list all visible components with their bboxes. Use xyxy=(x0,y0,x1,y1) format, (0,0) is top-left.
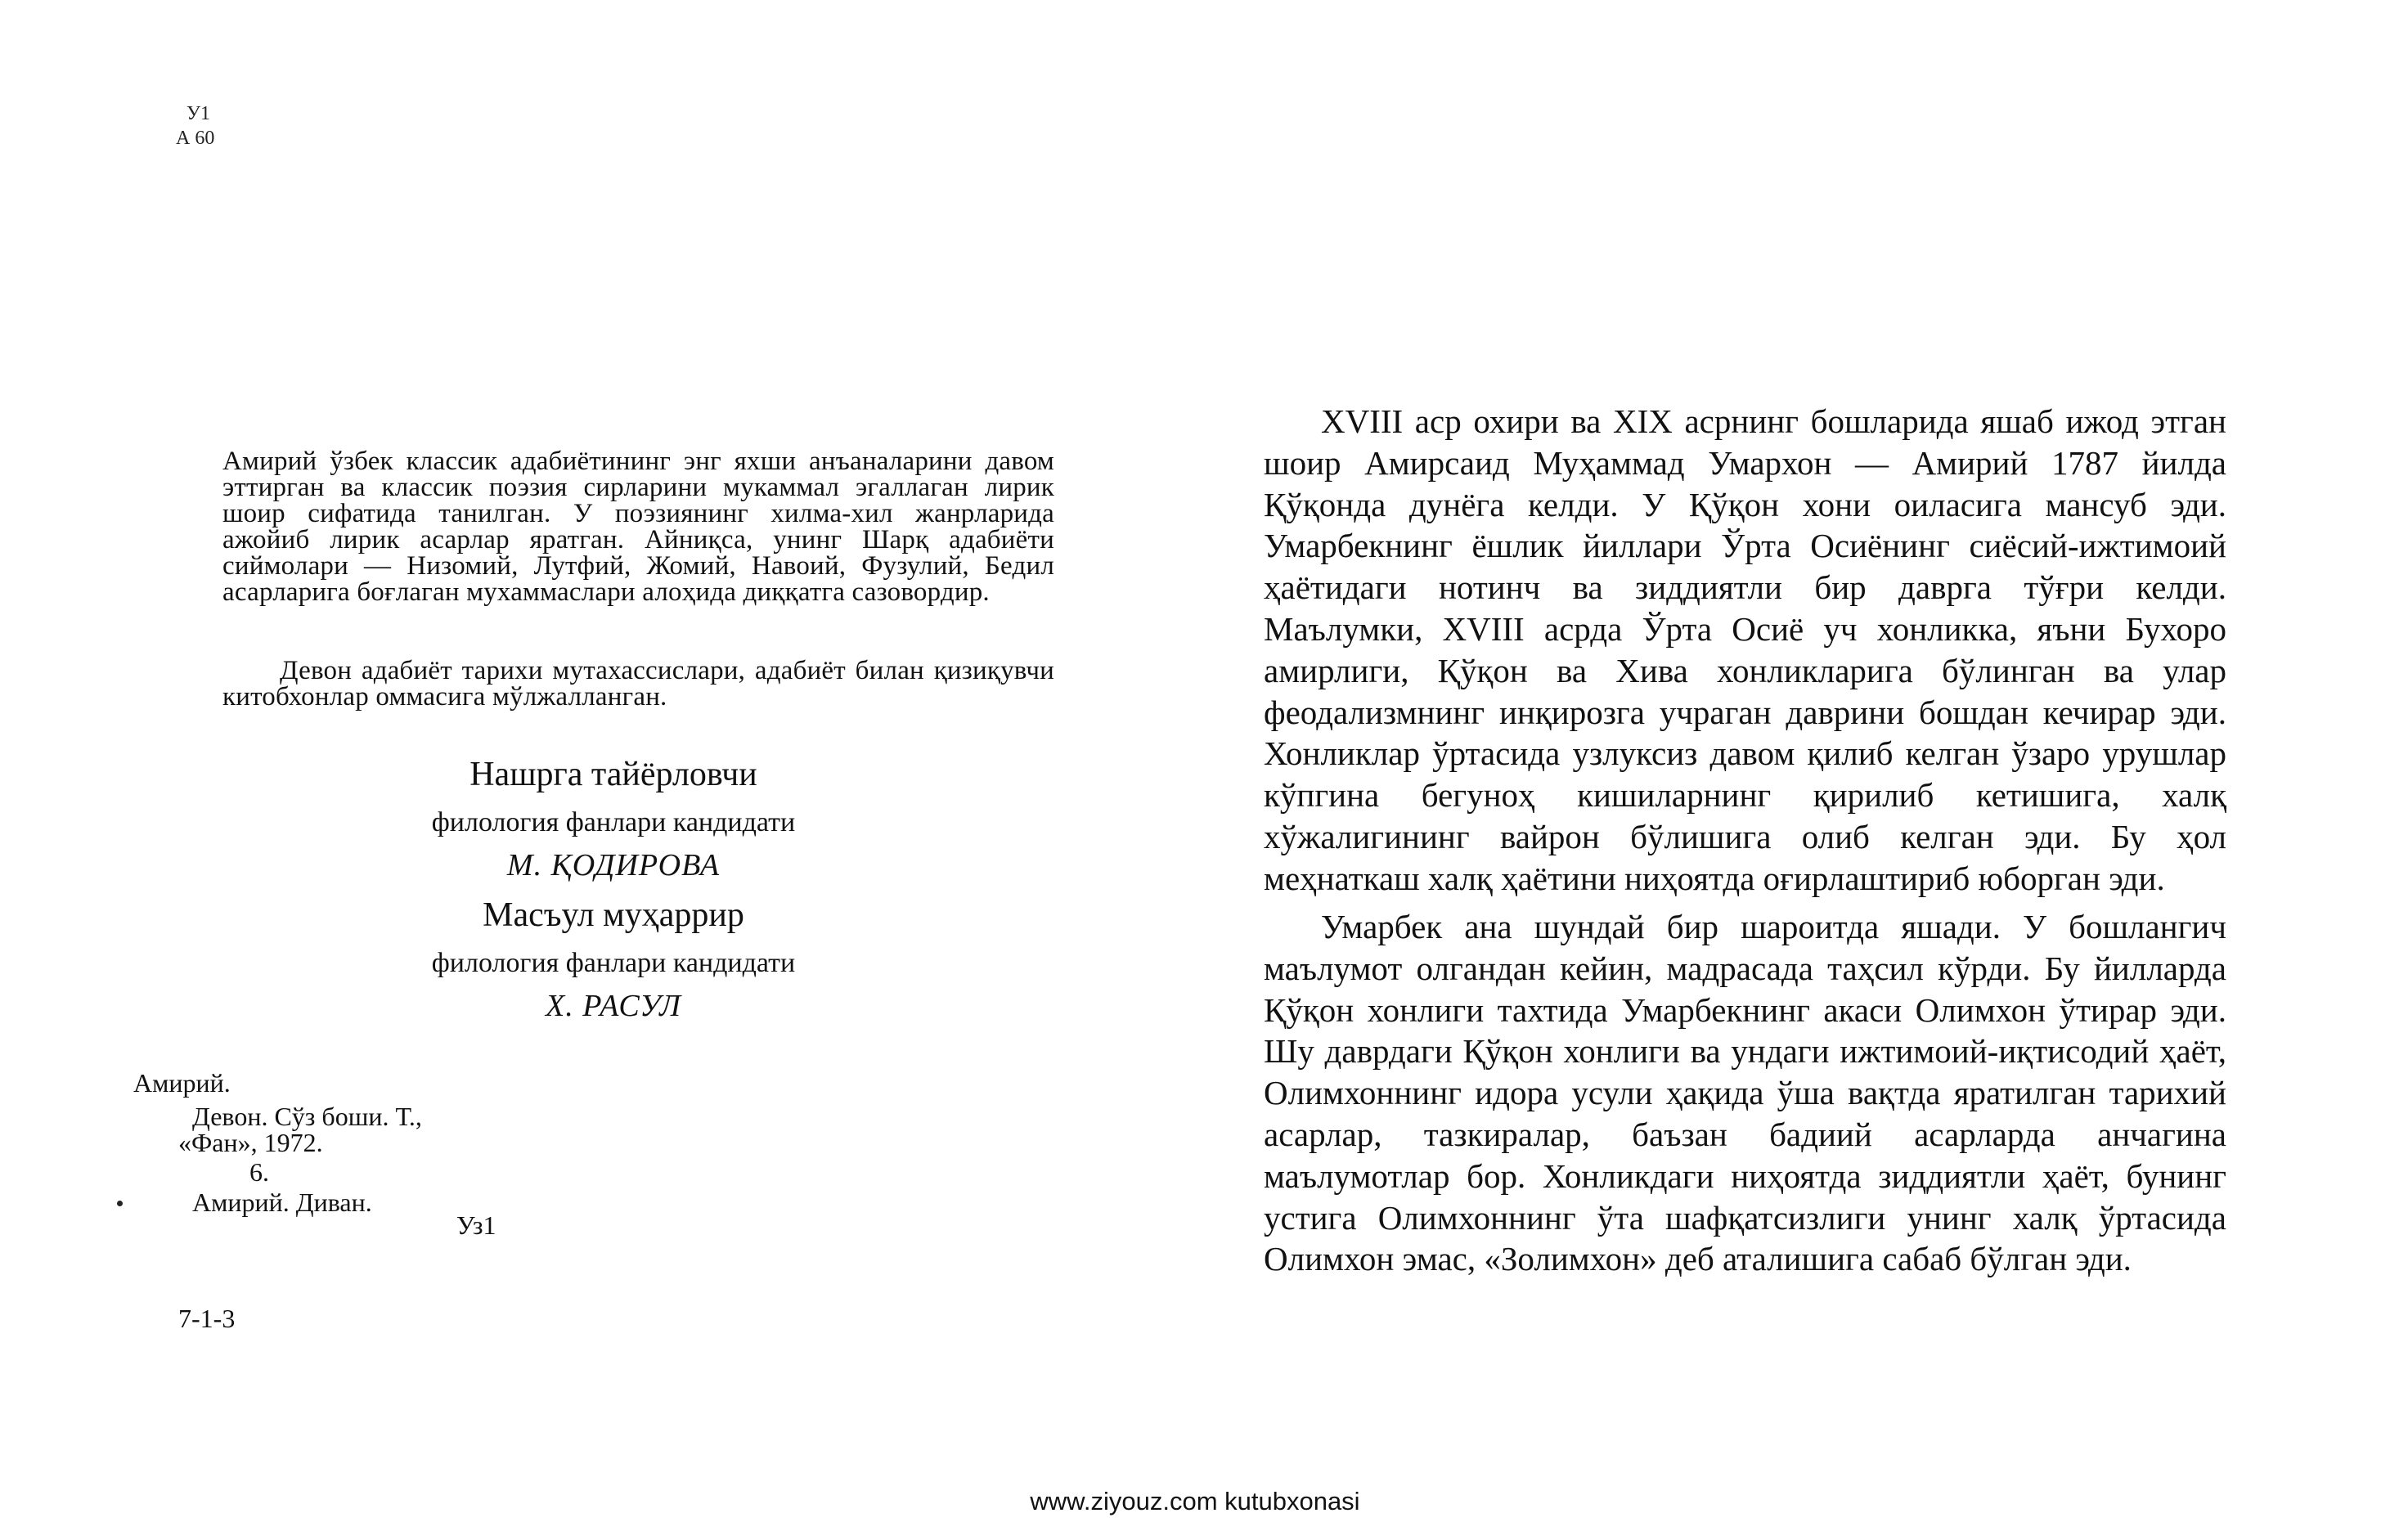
preparer-degree: филология фанлари кандидати xyxy=(431,807,796,837)
annotation-paragraph: Амирий ўзбек классик адабиётининг энг яхши анъаналарини давом эттирган ва классик поэзия сирларини мукаммал эгаллаган лирик шоир сифатида танилган. У поэзиянинг хилма-хил жанрларида ажойиб лирик асарлар яратган. Айниқса, унинг Шарқ адабиёти сиймолари — Низомий, Лутфий, Жомий, Навоий, Фузулий, Бедил асарларига боғлаган мухаммаслари алоҳида диққатга сазовордир. xyxy=(222,447,1054,607)
bib-parallel-title: Амирий. Диван. xyxy=(192,1188,372,1217)
preparer-name: М. ҚОДИРОВА xyxy=(506,848,721,882)
annotation-paragraph: Девон адабиёт тарихи мутахассислари, адабиёт билан қизиқувчи китобхонлар оммасига мўлжалланган. xyxy=(222,656,1054,712)
corner-mark-bottom: А 60 xyxy=(176,128,215,149)
bib-author: Амирий. xyxy=(133,1068,231,1098)
corner-mark-top: У1 xyxy=(186,103,210,124)
preparer-role: Нашрга тайёрловчи xyxy=(469,756,757,793)
bib-code: 7-1-3 xyxy=(178,1304,236,1333)
body-paragraph: XVIII аср охири ва XIX асрнинг бошларида яшаб ижод этган шоир Амирсаид Муҳаммад Умархон — Амирий 1787 йилда Қўқонда дунёга келди. У Қўқон хони оиласига мансуб эди. Умарбекнинг ёшлик йиллари Ўрта Осиёнинг сиёсий-ижтимоий ҳаётидаги нотинч ва зиддиятли бир даврга тўғри келди. Маълумки, XVIII асрда Ўрта Осиё уч хонликка, яъни Бухоро амирлиги, Қўқон ва Хива хонликларига бўлинган ва улар феодализмнинг инқирозга учраган даврини бошдан кечирар эди. Хонликлар ўртасида узлуксиз давом қилиб келган ўзаро урушлар кўпгина бегуноҳ кишиларнинг қирилиб кетишига, халқ хўжалигининг вайрон бўлишига олиб келган эди. Бу ҳол меҳнаткаш халқ ҳаётини ниҳоятда оғирлаштириб юборган эди. xyxy=(1264,402,2226,897)
body-paragraph: Умарбек ана шундай бир шароитда яшади. У бошлангич маълумот олгандан кейин, мадрасада таҳсил кўрди. Бу йилларда Қўқон хонлиги тахтида Умарбекнинг акаси Олимхон ўтирар эди. Шу даврдаги Қўқон хонлиги ва ундаги ижтимоий-иқтисодий ҳаёт, Олимхоннинг идора усули ҳақида ўша вақтда яратилган тарихий асарлар, тазкиралар, баъзан бадиий асарларда анчагина маълумотлар бор. Хонликдаги ниҳоятда зиддиятли ҳаёт, бунинг устига Олимхоннинг ўта шафқатсизлиги унинг халқ ўртасида Олимхон эмас, «Золимхон» деб аталишига сабаб бўлган эди. xyxy=(1264,908,2226,1278)
bib-title: Девон. Сўз боши. Т., xyxy=(192,1102,422,1131)
bib-udc: Уз1 xyxy=(456,1210,496,1240)
footer-watermark: www.ziyouz.com kutubxonasi xyxy=(1030,1487,1360,1515)
bib-publisher: «Фан», 1972. xyxy=(178,1128,323,1157)
editor-role: Масъул муҳаррир xyxy=(483,896,744,934)
editor-degree: филология фанлари кандидати xyxy=(431,948,796,978)
bib-bullet xyxy=(117,1201,123,1206)
bib-pages: 6. xyxy=(249,1157,269,1187)
editor-name: Х. РАСУЛ xyxy=(545,989,682,1023)
